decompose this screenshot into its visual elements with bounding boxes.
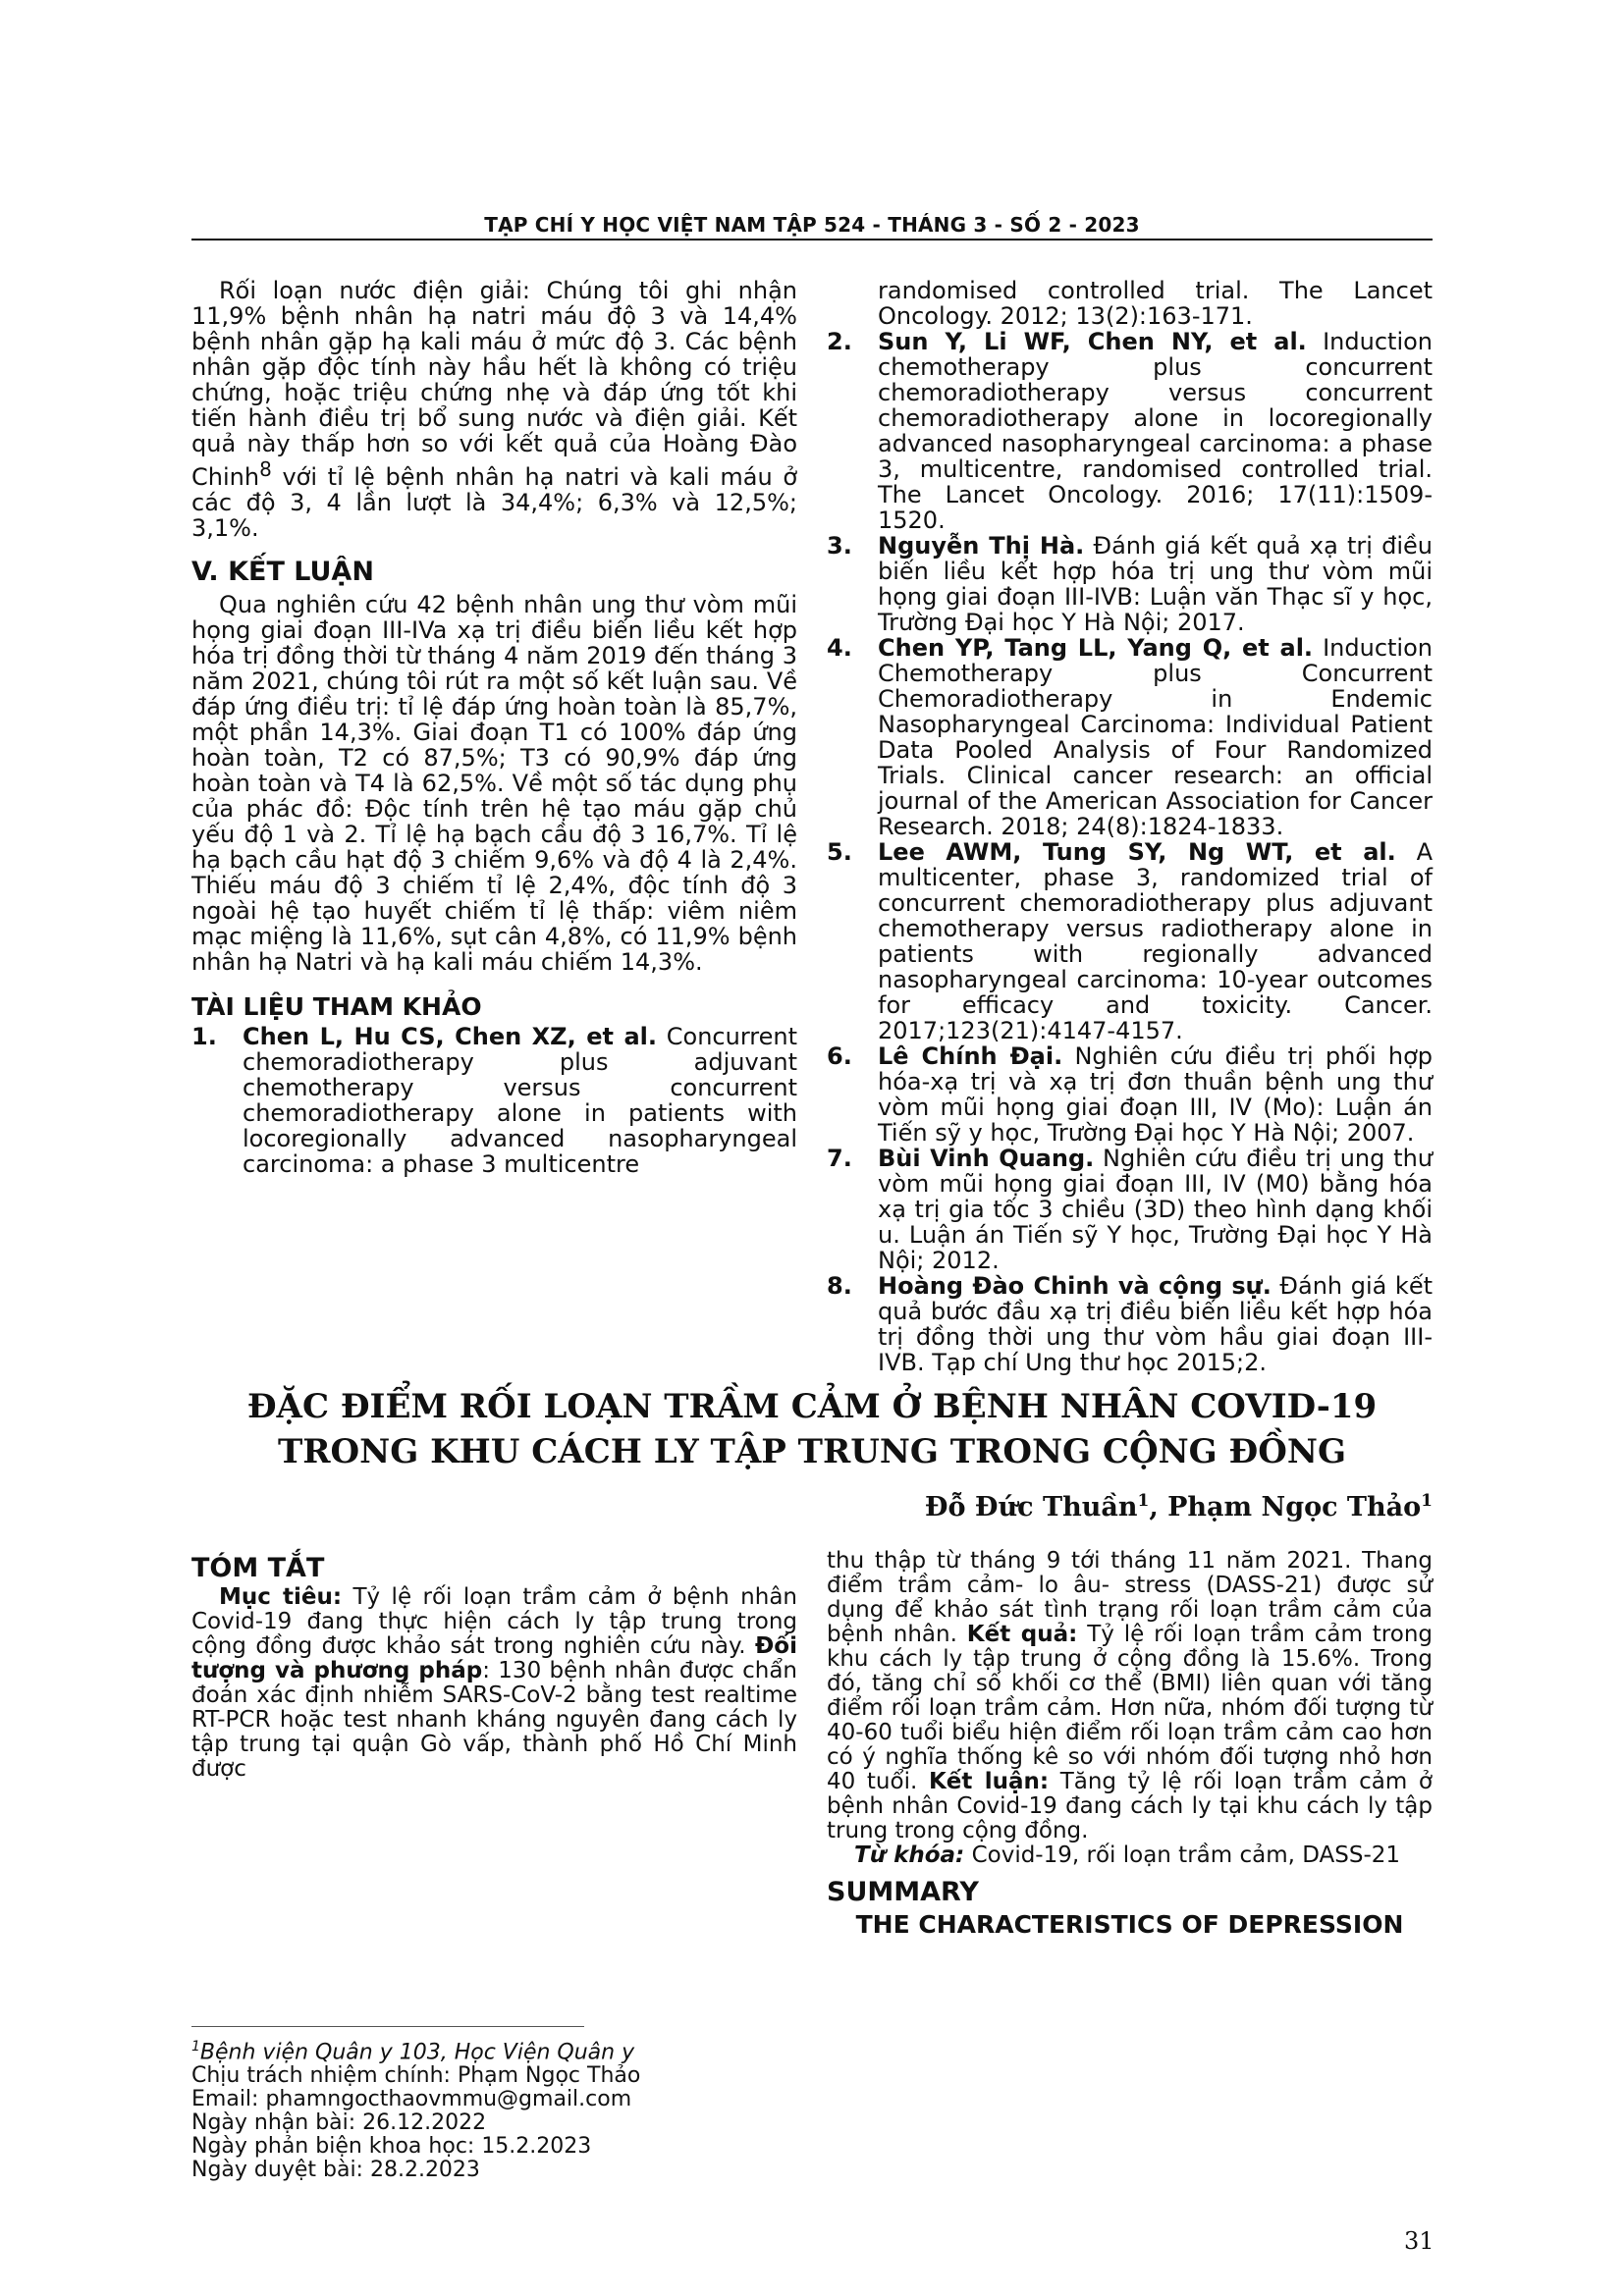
reference-item [191, 1024, 797, 1177]
methods-label: Đối tượng và phương pháp [191, 1633, 797, 1683]
electrolyte-text: Rối loạn nước điện giải: Chúng tôi ghi nhận 11,9% bệnh nhân hạ natri máu độ 3 và 14,4% bệnh nhân gặp hạ kali máu ở mức độ 3. Các bệnh nhân gặp độc tính này hầu hết là không có triệu chứng, hoặc triệu chứng nhẹ và đáp ứng tốt khi tiến hành điều trị bổ sung nước và điện giải. Kết quả này thấp hơn so với kết quả của Hoàng Đào Chinh [191, 277, 797, 491]
objective-label: Mục tiêu: [219, 1584, 343, 1610]
reference-authors: Hoàng Đào Chinh và cộng sự. [878, 1272, 1272, 1300]
abstract-left [191, 1554, 797, 1782]
results-label: Kết quả: [966, 1622, 1078, 1647]
affiliation-line [191, 2035, 797, 2064]
reference-number: 1. [191, 1023, 217, 1050]
reference-text: Nghiên cứu điều trị ung thư vòm mũi họng giai đoạn III, IV (M0) bằng hóa xạ trị gia tốc 3 chiều (3D) theo hình dạng khối u. Luận án Tiến sỹ Y học, Trường Đại học Y Hà Nội; 2012. [878, 1145, 1433, 1274]
reference-text: Đánh giá kết quả bước đầu xạ trị điều biến liều kết hợp hóa trị đồng thời ung thư vòm hầu giai đoạn III- IVB. Tạp chí Ung thư học 2015;2. [878, 1272, 1434, 1376]
abstract-heading: TÓM TẮT [191, 1553, 325, 1583]
reference-item [827, 839, 1433, 1043]
left-column-top [191, 278, 797, 1177]
keywords-text: Covid-19, rối loạn trầm cảm, DASS-21 [964, 1842, 1401, 1868]
reference-item [827, 1273, 1433, 1375]
reference-authors: Lee AWM, Tung SY, Ng WT, et al. [878, 838, 1396, 866]
author-separator: , [1149, 1492, 1168, 1522]
reference-text: Induction Chemotherapy plus Concurrent Chemoradiotherapy in Endemic Nasopharyngeal Carcinoma: Individual Patient Data Pooled Analysis of Four Randomized Trials. Clinical cancer research: an official journal of the American Association for Cancer Research. 2018; 24(8):1824-1833. [878, 634, 1433, 840]
reference-authors: Bùi Vinh Quang. [878, 1145, 1095, 1172]
reference-text: randomised controlled trial. The Lancet Oncology. 2012; 13(2):163-171. [878, 277, 1433, 330]
reference-authors: Sun Y, Li WF, Chen NY, et al. [878, 328, 1307, 355]
reference-item-continued [827, 278, 1433, 329]
author-name: Phạm Ngọc Thảo [1167, 1492, 1422, 1522]
reference-number: 7. [827, 1145, 852, 1172]
summary-heading: SUMMARY [827, 1877, 979, 1907]
reference-item [827, 635, 1433, 839]
reference-item [827, 1043, 1433, 1146]
article-title-line-1: ĐẶC ĐIỂM RỐI LOẠN TRẦM CẢM Ở BỆNH NHÂN COVID-19 [246, 1387, 1378, 1426]
reference-authors: Nguyễn Thị Hà. [878, 532, 1085, 560]
reference-number: 5. [827, 838, 852, 866]
received-date: Ngày nhận bài: 26.12.2022 [191, 2110, 487, 2136]
electrolyte-paragraph [191, 278, 797, 541]
reference-number: 8. [827, 1272, 852, 1300]
page-number: 31 [1404, 2227, 1435, 2255]
article-title-line-2: TRONG KHU CÁCH LY TẬP TRUNG TRONG CỘNG ĐỒNG [277, 1432, 1347, 1471]
article-authors [925, 1491, 1433, 1522]
header-rule [191, 239, 1433, 240]
reference-text: Concurrent chemoradiotherapy plus adjuvant chemotherapy versus concurrent chemoradiotherapy alone in patients with locoregionally advanced nasopharyngeal carcinoma: a phase 3 multicentre [243, 1023, 798, 1178]
reference-text: Nghiên cứu điều trị phối hợp hóa-xạ trị và xạ trị đơn thuần bệnh ung thư vòm mũi họng giai đoạn III, IV (Mo): Luận án Tiến sỹ y học, Trường Đại học Y Hà Nội; 2007. [878, 1042, 1434, 1147]
reference-text: Induction chemotherapy plus concurrent chemoradiotherapy versus concurrent chemoradiotherapy alone in locoregionally advanced nasopharyngeal carcinoma: a phase 3, multicentre, randomised controlled trial. The Lancet Oncology. 2016; 17(11):1509-1520. [878, 328, 1434, 534]
conclusion-heading: V. KẾT LUẬN [191, 557, 374, 587]
summary-title: THE CHARACTERISTICS OF DEPRESSION [855, 1910, 1404, 1939]
reference-number: 2. [827, 328, 852, 355]
citation-sup: 8 [259, 457, 272, 481]
abstract-conclusion-label: Kết luận: [928, 1769, 1050, 1794]
article-title [191, 1384, 1433, 1474]
objective-text: Tỷ lệ rối loạn trầm cảm ở bệnh nhân Covid-19 đang thực hiện cách ly tập trung trong cộng đồng được khảo sát trong nghiên cứu này. [191, 1584, 797, 1659]
author-name: Đỗ Đức Thuần [924, 1492, 1138, 1522]
methods-text-continued: thu thập từ tháng 9 tới tháng 11 năm 2021. Thang điểm trầm cảm- lo âu- stress (DASS-21) được sử dụng để khảo sát tình trạng rối loạn trầm cảm của bệnh nhân. [827, 1548, 1433, 1647]
footnotes [191, 2035, 797, 2182]
electrolyte-text-end: với tỉ lệ bệnh nhân hạ natri và kali máu ở các độ 3, 4 lần lượt là 34,4%; 6,3% và 12,5%; 3,1%. [191, 463, 797, 542]
affiliation-text: Bệnh viện Quân y 103, Học Viện Quân y [199, 2040, 635, 2065]
keywords-paragraph [827, 1843, 1433, 1868]
review-date: Ngày phản biện khoa học: 15.2.2023 [191, 2134, 592, 2160]
reference-item [827, 1146, 1433, 1273]
reference-authors: Chen L, Hu CS, Chen XZ, et al. [243, 1023, 657, 1050]
reference-item [827, 533, 1433, 635]
references-heading: TÀI LIỆU THAM KHẢO [191, 992, 482, 1021]
references-list-left [191, 1024, 797, 1177]
reference-authors: Lê Chính Đại. [878, 1042, 1063, 1070]
reference-number: 6. [827, 1042, 852, 1070]
reference-text: Đánh giá kết quả xạ trị điều biến liều kết hợp hóa trị ung thư vòm mũi họng giai đoạn III-IVB: Luận văn Thạc sĩ y học, Trường Đại học Y Hà Nội; 2017. [878, 532, 1433, 636]
conclusion-paragraph: Qua nghiên cứu 42 bệnh nhân ung thư vòm mũi họng giai đoạn III-IVa xạ trị điều biến liều kết hợp hóa trị đồng thời từ tháng 4 năm 2019 đến tháng 3 năm 2021, chúng tôi rút ra một số kết luận sau. Về đáp ứng điều trị: tỉ lệ đáp ứng hoàn toàn là 85,7%, một phần 14,3%. Giai đoạn T1 có 100% đáp ứng hoàn toàn, T2 có 87,5%; T3 có 90,9% đáp ứng hoàn toàn và T4 là 62,5%. Về một số tác dụng phụ của phác đồ: Độc tính trên hệ tạo máu gặp chủ yếu độ 1 và 2. Tỉ lệ hạ bạch cầu độ 3 16,7%. Tỉ lệ hạ bạch cầu hạt độ 3 chiếm 9,6% và độ 4 là 2,4%. Thiếu máu độ 3 chiếm tỉ lệ 2,4%, độc tính độ 3 ngoài hệ tạo huyết chiếm tỉ lệ thấp: viêm niêm mạc miệng là 11,6%, sụt cân 4,8%, có 11,9% bệnh nhân hạ Natri và hạ kali máu chiếm 14,3%. [191, 591, 797, 976]
accepted-date: Ngày duyệt bài: 28.2.2023 [191, 2158, 480, 2183]
author-affiliation-sup: 1 [1421, 1491, 1433, 1511]
abstract-conclusion-text: Tăng tỷ lệ rối loạn trầm cảm ở bệnh nhân Covid-19 đang cách ly tại khu cách ly tập trung trong cộng đồng. [827, 1769, 1433, 1843]
methods-text: : 130 bệnh nhân được chẩn đoán xác định nhiễm SARS-CoV-2 bằng test realtime RT-PCR hoặc test nhanh kháng nguyên đang cách ly tập trung tại quận Gò vấp, thành phố Hồ Chí Minh được [191, 1658, 797, 1782]
abstract-paragraph [191, 1585, 797, 1782]
journal-header: TẠP CHÍ Y HỌC VIỆT NAM TẬP 524 - THÁNG 3 - SỐ 2 - 2023 [484, 213, 1140, 237]
affiliation-sup: 1 [191, 2039, 200, 2055]
reference-number: 3. [827, 532, 852, 560]
contact-email: Email: phamngocthaovmmu@gmail.com [191, 2087, 632, 2112]
keywords-label: Từ khóa: [854, 1842, 965, 1868]
author-affiliation-sup: 1 [1137, 1491, 1150, 1511]
reference-authors: Chen YP, Tang LL, Yang Q, et al. [878, 634, 1314, 662]
results-text: Tỷ lệ rối loạn trầm cảm trong khu cách ly tập trung ở cộng đồng là 15.6%. Trong đó, tăng chỉ số khối cơ thể (BMI) liên quan với tăng điểm rối loạn trầm cảm. Hơn nữa, nhóm đối tượng từ 40-60 tuổi biểu hiện điểm rối loạn trầm cảm cao hơn có ý nghĩa thống kê so với nhóm đối tượng nhỏ hơn 40 tuổi. [827, 1622, 1433, 1794]
references-list-right [827, 278, 1433, 1375]
corresponding-author: Chịu trách nhiệm chính: Phạm Ngọc Thảo [191, 2063, 641, 2089]
abstract-paragraph-continued [827, 1549, 1433, 1843]
footnote-rule [191, 2026, 584, 2027]
reference-item [827, 329, 1433, 533]
abstract-right [827, 1549, 1433, 1937]
right-column-references [827, 278, 1433, 1375]
reference-text: A multicenter, phase 3, randomized trial of concurrent chemoradiotherapy plus adjuvant chemotherapy versus radiotherapy alone in patients with regionally advanced nasopharyngeal carcinoma: 10-year outcomes for efficacy and toxicity. Cancer. 2017;123(21):4147-4157. [878, 838, 1434, 1044]
reference-number: 4. [827, 634, 852, 662]
